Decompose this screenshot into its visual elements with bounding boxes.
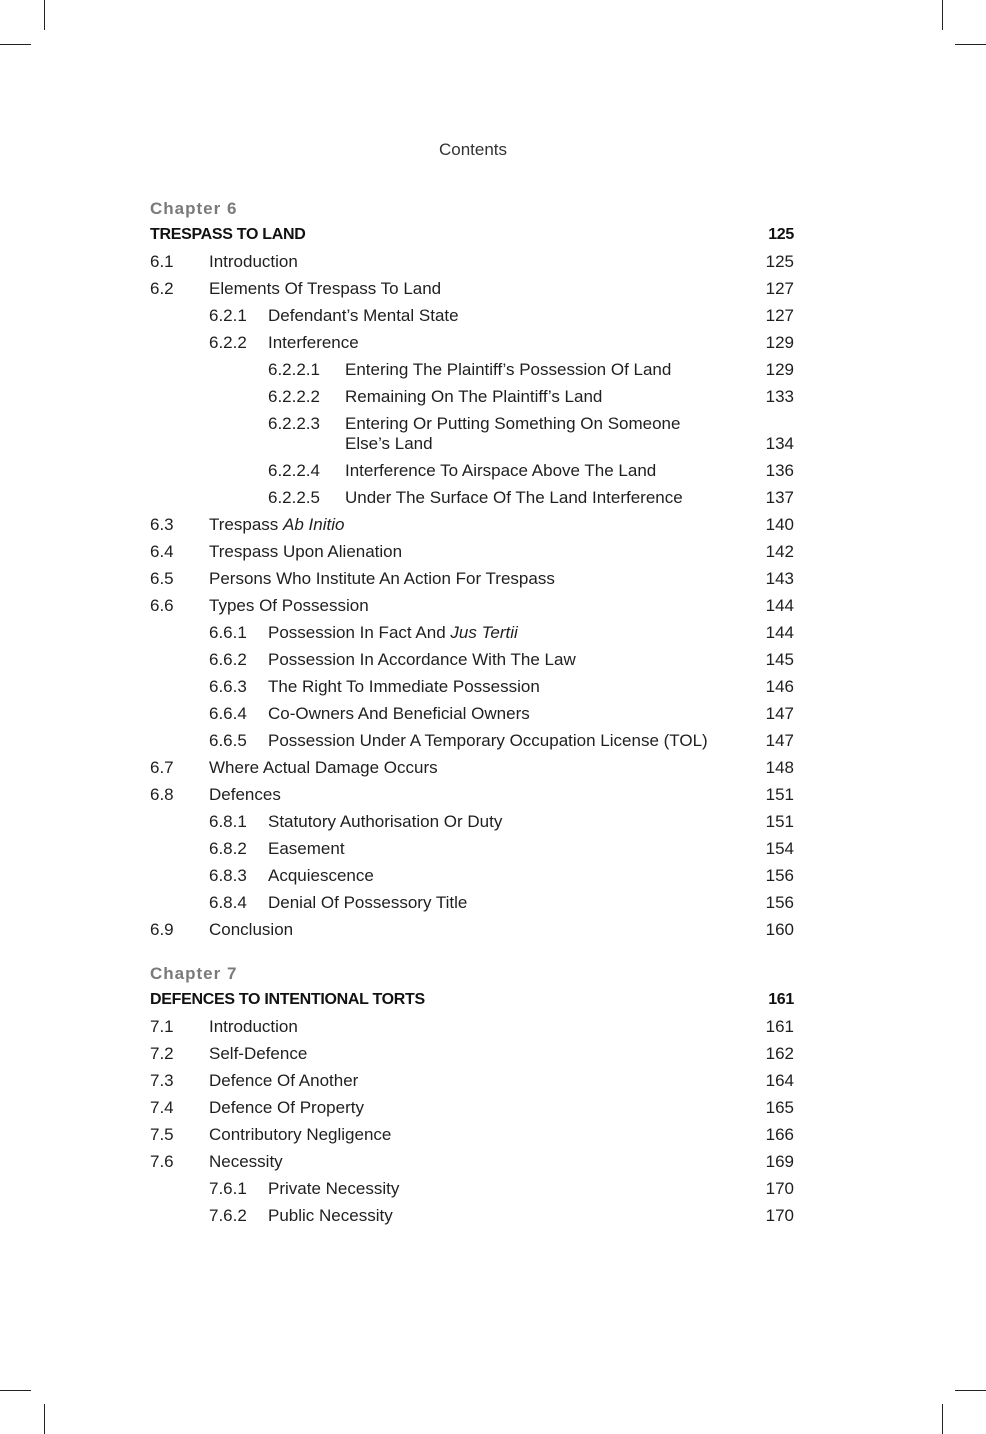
entry-page: 127 — [765, 306, 794, 325]
entry-page: 143 — [765, 569, 794, 588]
entry-title: Denial Of Possessory Title — [268, 893, 468, 912]
entry-number: 6.4 — [150, 542, 174, 561]
entry-number: 7.2 — [150, 1044, 174, 1063]
entry-title: Public Necessity — [268, 1206, 393, 1225]
toc-entry[interactable] — [150, 808, 794, 835]
chapter-page: 125 — [768, 226, 794, 243]
entry-page: 125 — [765, 252, 794, 271]
toc-entry[interactable] — [150, 275, 794, 302]
entry-page: 147 — [765, 704, 794, 723]
toc-entry[interactable] — [150, 484, 794, 511]
entry-number: 7.1 — [150, 1017, 174, 1036]
entry-number: 6.5 — [150, 569, 174, 588]
entry-number: 6.8 — [150, 785, 174, 804]
entry-title: Interference — [268, 333, 359, 352]
toc-entry[interactable] — [150, 835, 794, 862]
crop-mark — [44, 0, 45, 30]
entry-page: 161 — [765, 1017, 794, 1036]
entry-title: Self-Defence — [209, 1044, 308, 1063]
toc-entry[interactable] — [150, 329, 794, 356]
toc-entry[interactable] — [150, 1067, 794, 1094]
entry-title: Necessity — [209, 1152, 283, 1171]
toc-entry[interactable] — [150, 1121, 794, 1148]
entry-title: Where Actual Damage Occurs — [209, 758, 438, 777]
entry-title: Entering Or Putting Something On Someone Else’s Land — [345, 414, 681, 453]
entry-title-text: Trespass — [209, 515, 284, 534]
crop-mark — [942, 0, 943, 30]
entry-number: 7.5 — [150, 1125, 174, 1144]
entry-title: Statutory Authorisation Or Duty — [268, 812, 503, 831]
entry-page: 133 — [765, 387, 794, 406]
entry-number: 6.1 — [150, 252, 174, 271]
entry-page: 147 — [765, 731, 794, 750]
entry-page: 151 — [765, 785, 794, 804]
entry-number: 7.3 — [150, 1071, 174, 1090]
chapter-title-row[interactable] — [150, 222, 794, 248]
toc-entry[interactable] — [150, 538, 794, 565]
entry-number: 6.2.2.1 — [268, 360, 320, 379]
entry-page: 151 — [765, 812, 794, 831]
entry-title: Private Necessity — [268, 1179, 400, 1198]
entry-page: 164 — [765, 1071, 794, 1090]
chapter-title: TRESPASS TO LAND — [150, 226, 306, 243]
entry-title: Conclusion — [209, 920, 294, 939]
toc-entry[interactable] — [150, 511, 794, 538]
entry-title — [268, 619, 518, 646]
entry-page: 165 — [765, 1098, 794, 1117]
entry-title: Defences — [209, 785, 281, 804]
entry-title: Easement — [268, 839, 345, 858]
toc-entry[interactable] — [150, 383, 794, 410]
entry-number: 7.4 — [150, 1098, 174, 1117]
entry-number: 6.6.1 — [209, 623, 247, 642]
entry-number: 6.2.2.2 — [268, 387, 320, 406]
entry-page: 136 — [765, 461, 794, 480]
entry-number: 6.6.5 — [209, 731, 247, 750]
entry-page: 170 — [765, 1206, 794, 1225]
entry-number: 6.8.4 — [209, 893, 247, 912]
entry-number: 6.2.1 — [209, 306, 247, 325]
spacer — [150, 943, 794, 961]
entry-number: 6.2.2.3 — [268, 414, 320, 433]
toc-entry[interactable] — [150, 410, 794, 457]
toc-entry[interactable] — [150, 700, 794, 727]
entry-number: 7.6 — [150, 1152, 174, 1171]
entry-page: 160 — [765, 920, 794, 939]
toc-entry[interactable] — [150, 248, 794, 275]
entry-page: 146 — [765, 677, 794, 696]
entry-page: 169 — [765, 1152, 794, 1171]
entry-number: 6.2.2.5 — [268, 488, 320, 507]
entry-title-italic: Ab Initio — [283, 515, 345, 534]
entry-number: 6.8.2 — [209, 839, 247, 858]
chapter-title-row[interactable] — [150, 987, 794, 1013]
entry-title: Co-Owners And Beneficial Owners — [268, 704, 530, 723]
entry-page: 156 — [765, 866, 794, 885]
entry-number: 6.2.2 — [209, 333, 247, 352]
toc-entry[interactable] — [150, 1202, 794, 1229]
entry-title: Introduction — [209, 252, 298, 271]
toc-entry[interactable] — [150, 302, 794, 329]
toc-entry[interactable] — [150, 1013, 794, 1040]
entry-page: 166 — [765, 1125, 794, 1144]
entry-page: 154 — [765, 839, 794, 858]
entry-page: 140 — [765, 515, 794, 534]
toc-entry[interactable] — [150, 457, 794, 484]
entry-title-italic: Jus Tertii — [450, 623, 518, 642]
crop-mark — [0, 1390, 31, 1391]
toc-entry[interactable] — [150, 646, 794, 673]
entry-number: 6.7 — [150, 758, 174, 777]
entry-title: Interference To Airspace Above The Land — [345, 461, 657, 480]
entry-page: 142 — [765, 542, 794, 561]
toc-entry[interactable] — [150, 889, 794, 916]
entry-number: 6.6 — [150, 596, 174, 615]
entry-number: 6.2 — [150, 279, 174, 298]
entry-page: 148 — [765, 758, 794, 777]
entry-page: 134 — [765, 434, 794, 453]
entry-page: 127 — [765, 279, 794, 298]
crop-mark — [0, 44, 31, 45]
entry-title: Persons Who Institute An Action For Trespass — [209, 569, 555, 588]
entry-page: 129 — [765, 360, 794, 379]
entry-page: 170 — [765, 1179, 794, 1198]
entry-title: Entering The Plaintiff’s Possession Of Land — [345, 360, 672, 379]
entry-title: Possession Under A Temporary Occupation License (TOL) — [268, 731, 708, 750]
toc-entry[interactable] — [150, 781, 794, 808]
entry-page: 156 — [765, 893, 794, 912]
entry-title-text: Possession In Fact And — [268, 623, 451, 642]
entry-title: Acquiescence — [268, 866, 374, 885]
toc-entry[interactable] — [150, 592, 794, 619]
entry-title: Remaining On The Plaintiff’s Land — [345, 387, 603, 406]
chapter-page: 161 — [768, 991, 794, 1008]
entry-page: 137 — [765, 488, 794, 507]
entry-title: Defence Of Another — [209, 1071, 359, 1090]
entry-title — [209, 511, 344, 538]
toc-entry[interactable] — [150, 862, 794, 889]
toc-entry[interactable] — [150, 356, 794, 383]
entry-number: 6.9 — [150, 920, 174, 939]
entry-number: 7.6.1 — [209, 1179, 247, 1198]
entry-title: The Right To Immediate Possession — [268, 677, 540, 696]
chapter-label: Chapter 7 — [150, 964, 238, 983]
entry-number: 6.6.2 — [209, 650, 247, 669]
toc-entry[interactable] — [150, 1094, 794, 1121]
toc-entry[interactable] — [150, 754, 794, 781]
entry-page: 144 — [765, 596, 794, 615]
page-title: Contents — [438, 140, 508, 159]
chapter-title: DEFENCES TO INTENTIONAL TORTS — [150, 991, 425, 1008]
entry-number: 6.2.2.4 — [268, 461, 320, 480]
table-of-contents — [150, 196, 794, 1229]
entry-title: Elements Of Trespass To Land — [209, 279, 442, 298]
entry-title: Possession In Accordance With The Law — [268, 650, 576, 669]
entry-title: Contributory Negligence — [209, 1125, 392, 1144]
entry-page: 144 — [765, 623, 794, 642]
toc-entry[interactable] — [150, 565, 794, 592]
entry-number: 7.6.2 — [209, 1206, 247, 1225]
entry-title: Introduction — [209, 1017, 298, 1036]
toc-entry[interactable] — [150, 916, 794, 943]
crop-mark — [955, 44, 986, 45]
entry-title: Trespass Upon Alienation — [209, 542, 403, 561]
entry-page: 129 — [765, 333, 794, 352]
toc-entry[interactable] — [150, 1148, 794, 1175]
crop-mark — [955, 1390, 986, 1391]
crop-mark — [942, 1404, 943, 1434]
entry-title: Types Of Possession — [209, 596, 369, 615]
entry-page: 145 — [765, 650, 794, 669]
entry-page: 162 — [765, 1044, 794, 1063]
toc-entry[interactable] — [150, 673, 794, 700]
crop-mark — [44, 1404, 45, 1434]
toc-entry[interactable] — [150, 1040, 794, 1067]
toc-entry[interactable] — [150, 619, 794, 646]
toc-entry[interactable] — [150, 1175, 794, 1202]
entry-number: 6.8.1 — [209, 812, 247, 831]
chapter-label: Chapter 6 — [150, 199, 238, 218]
entry-number: 6.3 — [150, 515, 174, 534]
entry-number: 6.6.4 — [209, 704, 247, 723]
toc-entry[interactable] — [150, 727, 794, 754]
entry-title: Defendant’s Mental State — [268, 306, 459, 325]
entry-title: Defence Of Property — [209, 1098, 364, 1117]
entry-title: Under The Surface Of The Land Interference — [345, 488, 683, 507]
entry-number: 6.8.3 — [209, 866, 247, 885]
entry-number: 6.6.3 — [209, 677, 247, 696]
